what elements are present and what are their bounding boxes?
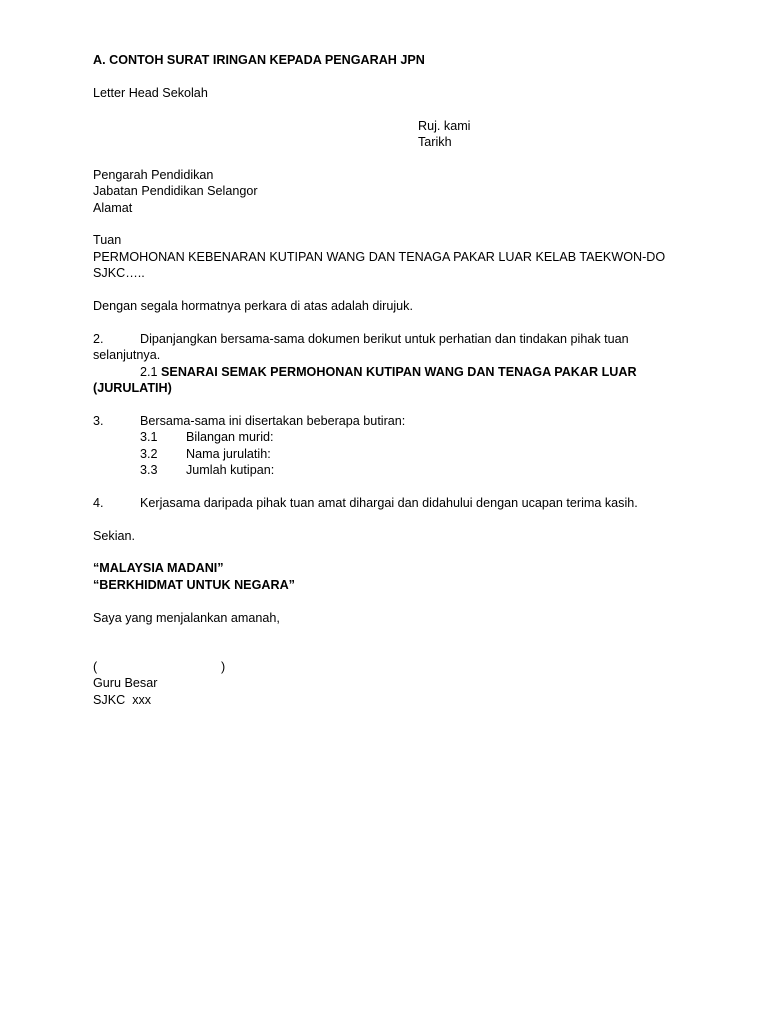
recipient-line: Alamat <box>93 200 133 215</box>
recipient-line: Pengarah Pendidikan <box>93 167 214 182</box>
paragraph-number: 4. <box>93 495 104 510</box>
trust-line: Saya yang menjalankan amanah, <box>93 610 280 625</box>
signature-bracket <box>93 659 663 675</box>
item-number: 3.1 <box>140 430 158 445</box>
paragraph-text: Dipanjangkan bersama-sama dokumen berikut untuk perhatian dan tindakan pihak tuan <box>140 331 629 346</box>
paragraph-4 <box>93 495 663 511</box>
motto-line: “MALAYSIA MADANI” <box>93 561 224 576</box>
reference-ruj: Ruj. kami <box>418 118 471 133</box>
subject-line: PERMOHONAN KEBENARAN KUTIPAN WANG DAN TENAGA PAKAR LUAR KELAB TAEKWON-DO <box>93 249 666 264</box>
item-title: SENARAI SEMAK PERMOHONAN KUTIPAN WANG DAN TENAGA PAKAR LUAR <box>161 364 637 379</box>
paragraph-text: Bersama-sama ini disertakan beberapa butiran: <box>140 413 406 428</box>
list-item <box>93 446 663 462</box>
signatory-title: Guru Besar <box>93 676 158 691</box>
list-item <box>93 429 663 445</box>
item-label: Jumlah kutipan: <box>186 463 275 478</box>
letterhead-placeholder: Letter Head Sekolah <box>93 85 208 100</box>
paragraph-text: Kerjasama daripada pihak tuan amat dihargai dan didahului dengan ucapan terima kasih. <box>140 495 638 510</box>
item-number: 3.2 <box>140 446 158 461</box>
list-item <box>93 462 663 478</box>
signature-open: ( <box>93 659 98 674</box>
signature-close: ) <box>221 659 226 674</box>
item-title-continuation: (JURULATIH) <box>93 381 172 396</box>
salutation: Tuan <box>93 233 122 248</box>
motto-line: “BERKHIDMAT UNTUK NEGARA” <box>93 577 295 592</box>
paragraph-2-item <box>93 364 663 380</box>
paragraph-2-continuation: selanjutnya. <box>93 348 161 363</box>
opening-sentence: Dengan segala hormatnya perkara di atas adalah dirujuk. <box>93 299 413 314</box>
item-label: Nama jurulatih: <box>186 446 271 461</box>
letter-body <box>93 52 666 708</box>
item-number: 3.3 <box>140 463 158 478</box>
item-number: 2.1 <box>140 364 158 379</box>
closing: Sekian. <box>93 528 136 543</box>
subject-line: SJKC….. <box>93 266 145 281</box>
school-name: SJKC xxx <box>93 692 152 707</box>
recipient-line: Jabatan Pendidikan Selangor <box>93 184 258 199</box>
paragraph-3 <box>93 413 663 429</box>
paragraph-number: 3. <box>93 413 104 428</box>
document-heading: A. CONTOH SURAT IRINGAN KEPADA PENGARAH JPN <box>93 53 425 67</box>
paragraph-number: 2. <box>93 331 104 346</box>
paragraph-2 <box>93 331 663 347</box>
item-label: Bilangan murid: <box>186 430 274 445</box>
reference-tarikh: Tarikh <box>418 135 452 149</box>
